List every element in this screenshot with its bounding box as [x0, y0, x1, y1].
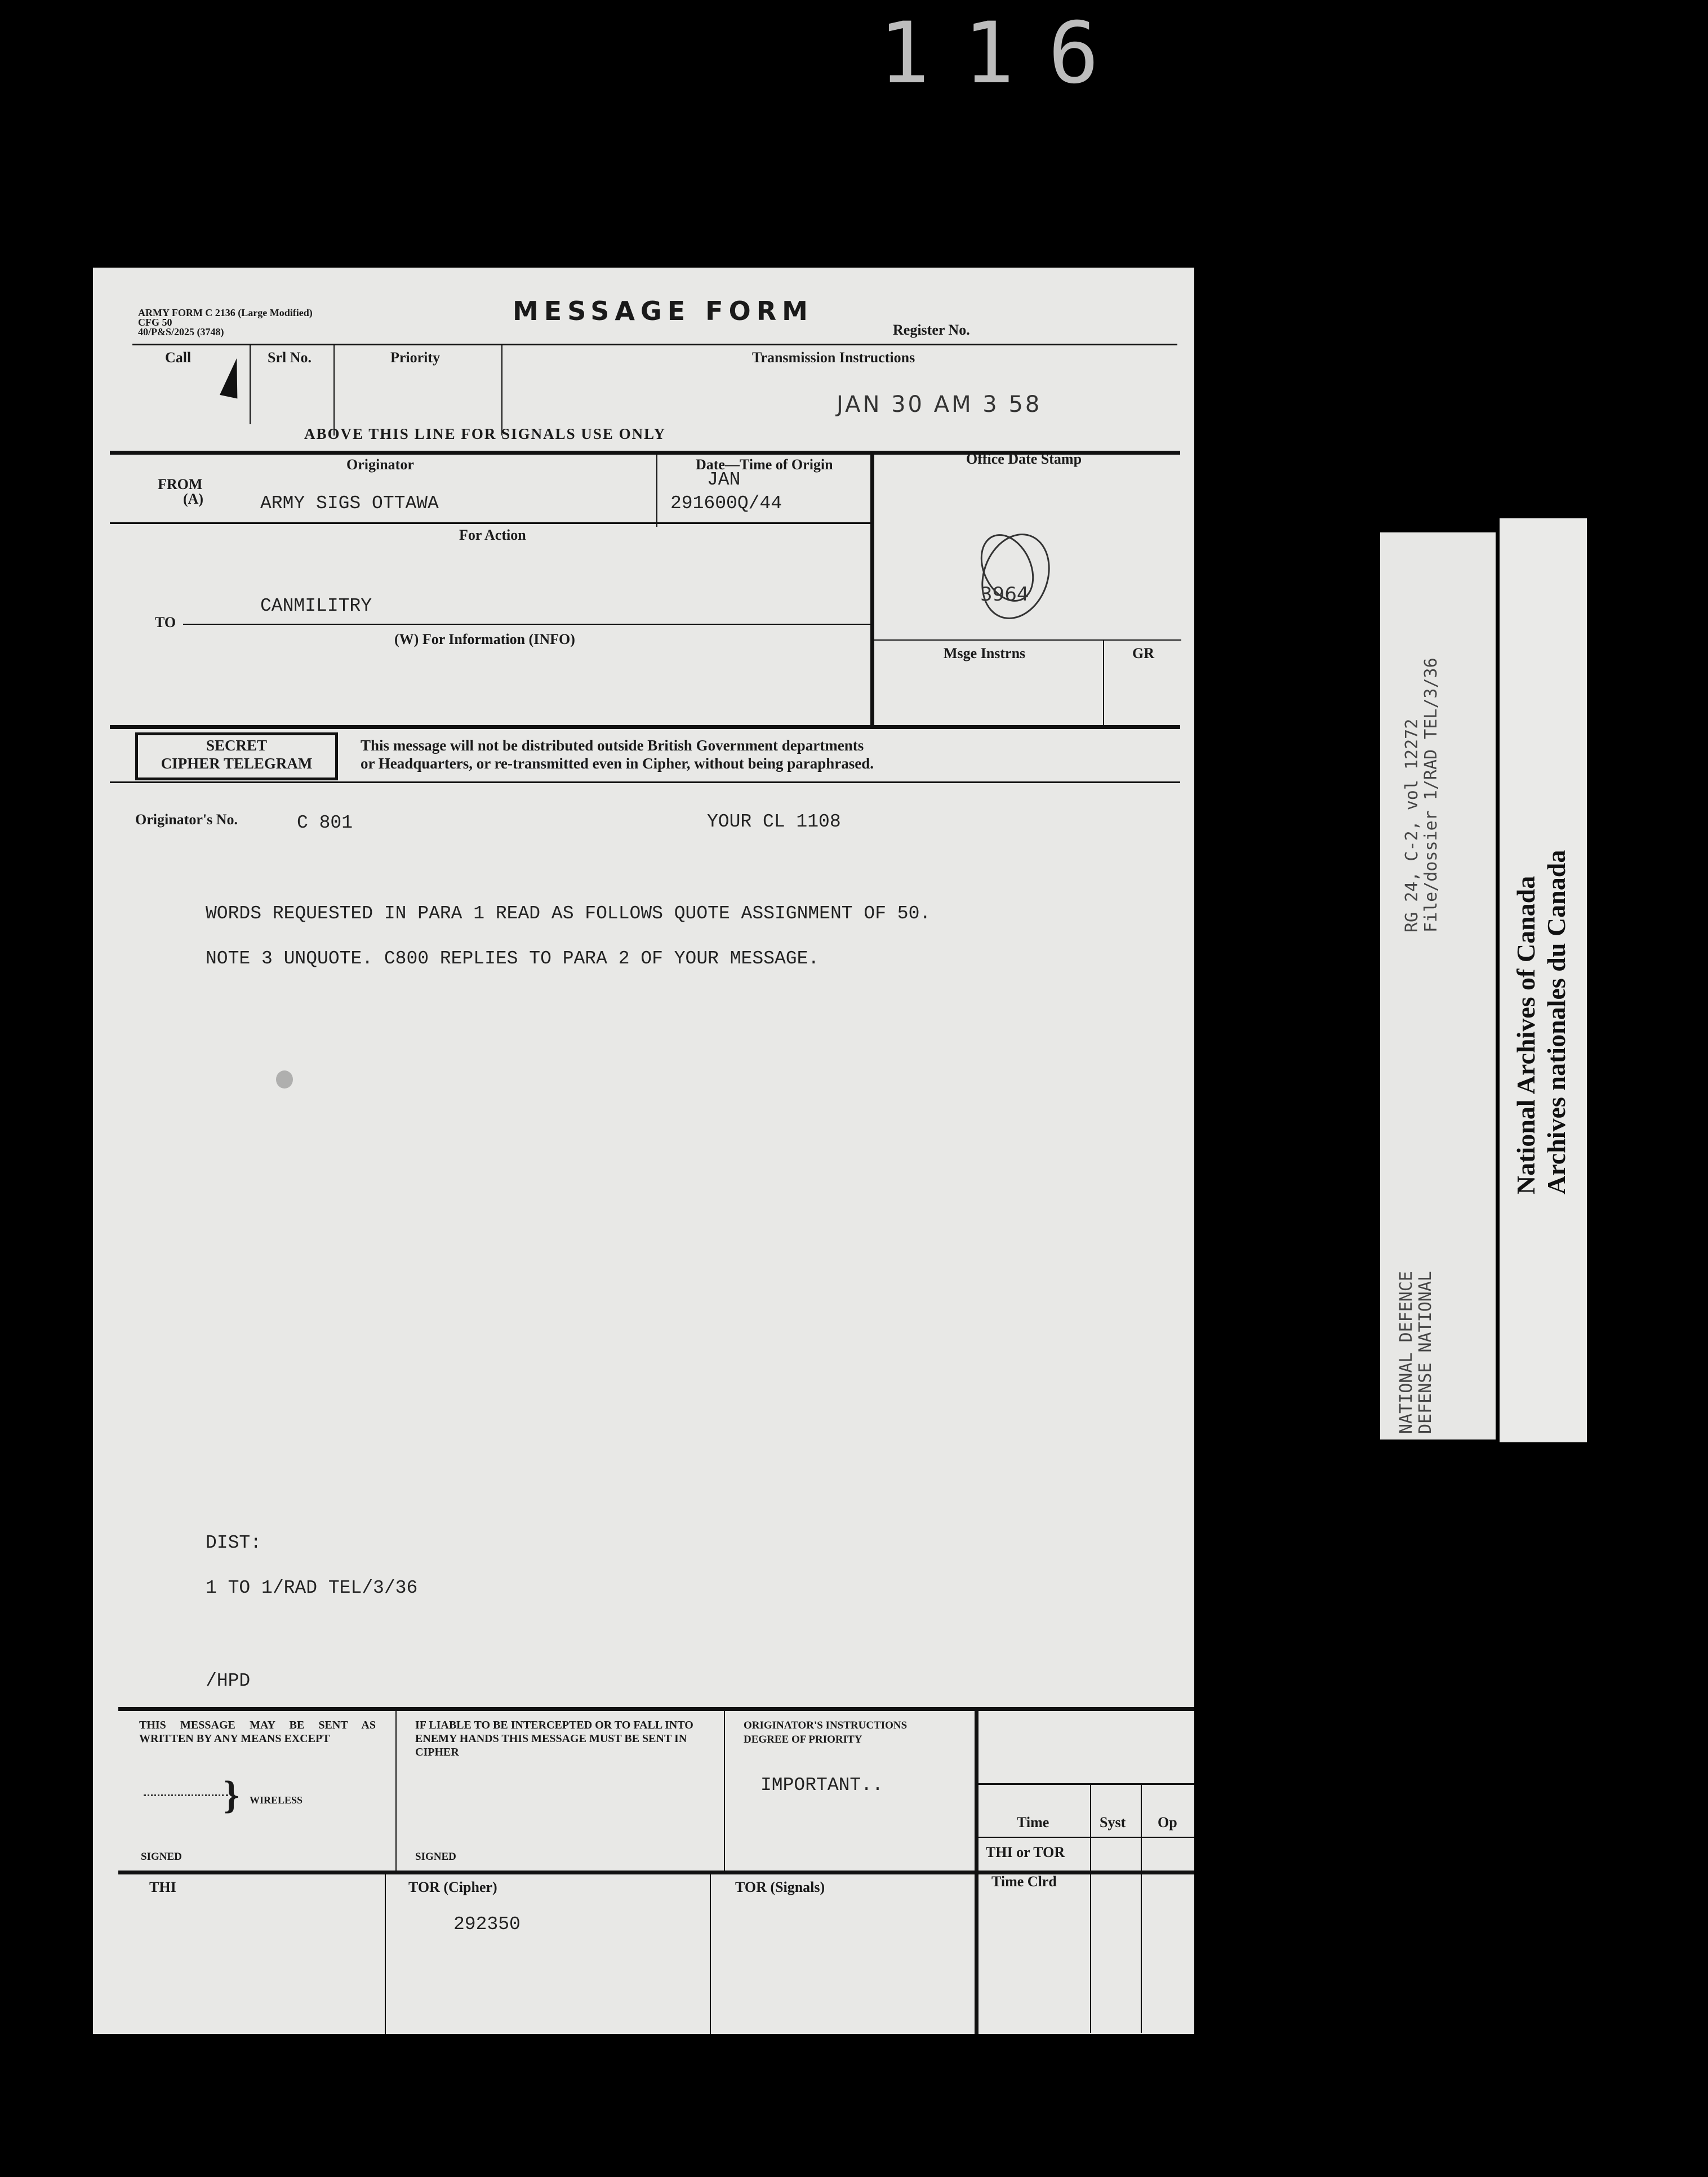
gr-label: GR — [1132, 645, 1154, 661]
except-field — [144, 1794, 228, 1796]
secret-cipher-label: SECRET CIPHER TELEGRAM — [161, 737, 313, 772]
priority-value: IMPORTANT.. — [760, 1775, 883, 1796]
form-title: MESSAGE FORM — [513, 296, 813, 326]
date-time-label: Date—Time of Origin — [696, 456, 833, 473]
tor-cipher-value: 292350 — [453, 1914, 521, 1935]
message-line-2: NOTE 3 UNQUOTE. C800 REPLIES TO PARA 2 OF YOUR MESSAGE. — [206, 948, 820, 969]
for-action-label: For Action — [459, 527, 526, 543]
receipt-time-stamp: JAN 30 AM 3 58 — [837, 392, 1042, 417]
date-month: JAN — [707, 469, 741, 490]
tor-cipher-label: TOR (Cipher) — [408, 1879, 497, 1895]
for-info-label: (W) For Information (INFO) — [394, 631, 575, 647]
time-col-header: Time — [1017, 1814, 1049, 1831]
signals-use-line: ABOVE THIS LINE FOR SIGNALS USE ONLY — [304, 425, 666, 442]
originator-value: ARMY SIGS OTTAWA — [260, 493, 439, 514]
signed-label-2: SIGNED — [415, 1851, 456, 1863]
time-clrd-label: Time Clrd — [991, 1873, 1057, 1890]
distribution-notice: This message will not be distributed outside British Government departments or Headquarters, or re-transmitted even in Cipher, without being paraphrased. — [361, 737, 874, 772]
army-form-id: ARMY FORM C 2136 (Large Modified) CFG 50 40/P&S/2025 (3748) — [138, 307, 313, 337]
office-date-stamp-label: Office Date Stamp — [966, 451, 1082, 467]
originators-no-value: C 801 — [297, 812, 353, 833]
msge-instrns-label: Msge Instrns — [944, 645, 1026, 661]
from-sub-label: (A) — [183, 491, 204, 507]
originators-no-label: Originator's No. — [135, 811, 238, 828]
call-label: Call — [165, 349, 192, 366]
dist-label: DIST: — [206, 1532, 262, 1553]
pencil-mark-icon — [220, 356, 246, 398]
archive-reference-strip — [1380, 532, 1496, 1440]
thi-or-tor-label: THI or TOR — [986, 1844, 1065, 1860]
initials: /HPD — [206, 1670, 251, 1691]
cipher-condition-text: IF LIABLE TO BE INTERCEPTED OR TO FALL INTO ENEMY HANDS THIS MESSAGE MUST BE SENT IN CIPHER — [415, 1719, 693, 1758]
transmission-label: Transmission Instructions — [752, 349, 915, 366]
message-form — [93, 268, 1194, 2034]
sent-condition-text: THIS MESSAGE MAY BE SENT AS WRITTEN BY ANY MEANS EXCEPT — [139, 1719, 376, 1745]
to-label: TO — [155, 614, 176, 630]
ink-spot — [276, 1070, 293, 1088]
frame-number: 116 — [879, 5, 1133, 103]
from-label: FROM — [158, 476, 203, 492]
priority-label: Priority — [390, 349, 441, 366]
brace-icon: } — [224, 1774, 239, 1817]
signed-label-1: SIGNED — [141, 1851, 182, 1863]
to-value: CANMILITRY — [260, 596, 372, 616]
archives-name: National Archives of Canada Archives nationales du Canada — [1511, 850, 1571, 1194]
your-reference: YOUR CL 1108 — [707, 811, 841, 832]
wireless-label: WIRELESS — [250, 1794, 303, 1806]
tor-signals-label: TOR (Signals) — [735, 1879, 825, 1895]
archives-label-strip — [1500, 518, 1587, 1442]
syst-col-header: Syst — [1100, 1814, 1126, 1831]
dist-value: 1 TO 1/RAD TEL/3/36 — [206, 1578, 418, 1598]
thi-label: THI — [149, 1879, 176, 1895]
date-time-value: 291600Q/44 — [670, 493, 782, 514]
op-col-header: Op — [1158, 1814, 1177, 1831]
message-line-1: WORDS REQUESTED IN PARA 1 READ AS FOLLOWS QUOTE ASSIGNMENT OF 50. — [206, 903, 931, 924]
originators-instructions-label: ORIGINATOR'S INSTRUCTIONS DEGREE OF PRIORITY — [744, 1720, 908, 1745]
department-label: NATIONAL DEFENCE DEFENSE NATIONAL — [1396, 1271, 1435, 1434]
archive-reference: RG 24, C-2, vol 12272 File/dossier 1/RAD TEL/3/36 — [1402, 657, 1441, 932]
stamp-number: 3964 — [980, 583, 1029, 606]
originator-label: Originator — [346, 456, 414, 473]
srl-no-label: Srl No. — [268, 349, 312, 366]
register-no-label: Register No. — [893, 322, 970, 338]
